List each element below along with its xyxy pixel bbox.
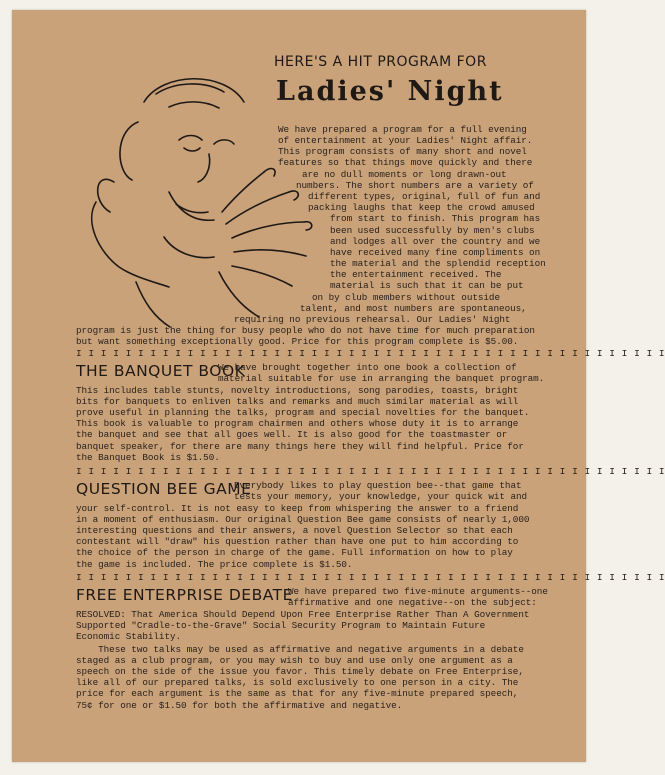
intro-line: requiring no previous rehearsal. Our Ladies' Night [234,314,511,325]
question-line: the game is included. The price complete is $1.50. [76,559,353,570]
question-line: the choice of the person in charge of the game. Full information on how to play [76,547,513,558]
intro-line: material is such that it can be put [330,280,524,291]
intro-line: have received many fine compliments on [330,247,541,258]
intro-line: We have prepared a program for a full evening [278,124,527,135]
banquet-line: This book is valuable to program chairmen and others whose duty it is to arrange [76,418,519,429]
banquet-line: This includes table stunts, novelty introductions, song parodies, toasts, bright [76,385,519,396]
intro-line: and lodges all over the country and we [330,236,541,247]
intro-line: program is just the thing for busy people who do not have time for much preparation [76,325,535,336]
flyer-sheet [12,10,665,762]
banquet-heading: THE BANQUET BOOK [76,362,246,380]
intro-line: the entertainment received. The [330,269,502,280]
banquet-line: We have brought together into one book a collection of [218,362,517,373]
debate-heading: FREE ENTERPRISE DEBATE [76,586,293,604]
intro-line: This program consists of many short and novel [278,146,527,157]
question-line: your self-control. It is not easy to keep from whispering the answer to a friend [76,503,519,514]
intro-line: are no dull moments or long drawn-out [302,169,507,180]
debate-line: price for each argument is the same as that for any five-minute prepared speech, [76,688,519,699]
banquet-line: prove useful in planning the talks, program and special novelties for the banquet. [76,407,530,418]
intro-line: the material and the splendid reception [330,258,546,269]
debate-line: speech on the side of the issue you favor. This timely debate on Free Enterprise, [76,666,524,677]
divider: I I I I I I I I I I I I I I I I I I I I I I I I I I I I I I I I I I I I I I I I I I I I I I I I [76,572,665,583]
page-title: Ladies' Night [276,76,504,107]
intro-line: different types, original, full of fun and [308,191,541,202]
intro-line: been used successfully by men's clubs [330,225,535,236]
question-line: contestant will "draw" his question rather than have one put to him according to [76,536,519,547]
intro-line: on by club members without outside [312,292,500,303]
debate-line: Economic Stability. [76,631,182,642]
question-line: tests your memory, your knowledge, your quick wit and [234,491,528,502]
intro-line: packing laughs that keep the crowd amused [308,202,535,213]
debate-line: 75¢ for one or $1.50 for both the affirmative and negative. [76,700,403,711]
banquet-line: material suitable for use in arranging the banquet program. [218,373,545,384]
debate-line: affirmative and one negative--on the subject: [288,597,537,608]
divider: I I I I I I I I I I I I I I I I I I I I I I I I I I I I I I I I I I I I I I I I I I I I I I I I [76,466,665,477]
question-line: interesting questions and their answers, a novel Question Selector so that each [76,525,513,536]
divider: I I I I I I I I I I I I I I I I I I I I I I I I I I I I I I I I I I I I I I I I I I I I I I I I [76,348,665,359]
debate-line: We have prepared two five-minute arguments--one [288,586,548,597]
question-line: Everybody likes to play question bee--that game that [234,480,522,491]
intro-line: but want something exceptionally good. Price for this program complete is $5.00. [76,336,519,347]
kicker-heading: HERE'S A HIT PROGRAM FOR [274,54,487,70]
debate-line: These two talks may be used as affirmative and negative arguments in a debate [76,644,524,655]
intro-line: from start to finish. This program has [330,213,541,224]
banquet-line: banquet speaker, for there are many things here they will find helpful. Price for [76,441,524,452]
debate-line: staged as a club program, or you may wish to buy and use only one argument as a [76,655,513,666]
intro-line: talent, and most numbers are spontaneous, [300,303,527,314]
debate-line: like all of our prepared talks, is sold exclusively to one person in a city. The [76,677,519,688]
question-line: in a moment of enthusiasm. Our original Question Bee game consists of nearly 1,000 [76,514,530,525]
question-heading: QUESTION BEE GAME [76,480,252,498]
banquet-line: the banquet and see that all goes well. It is also good for the toastmaster or [76,429,508,440]
banquet-line: the Banquet Book is $1.50. [76,452,220,463]
intro-line: numbers. The short numbers are a variety of [296,180,534,191]
banquet-line: bits for banquets to enliven talks and remarks and much similar material as will [76,396,519,407]
debate-line: Supported "Cradle-to-the-Grave" Social Security Program to Maintain Future [76,620,486,631]
debate-line: RESOLVED: That America Should Depend Upon Free Enterprise Rather Than A Government [76,609,530,620]
intro-line: of entertainment at your Ladies' Night affair. [278,135,533,146]
intro-line: features so that things move quickly and there [278,157,533,168]
